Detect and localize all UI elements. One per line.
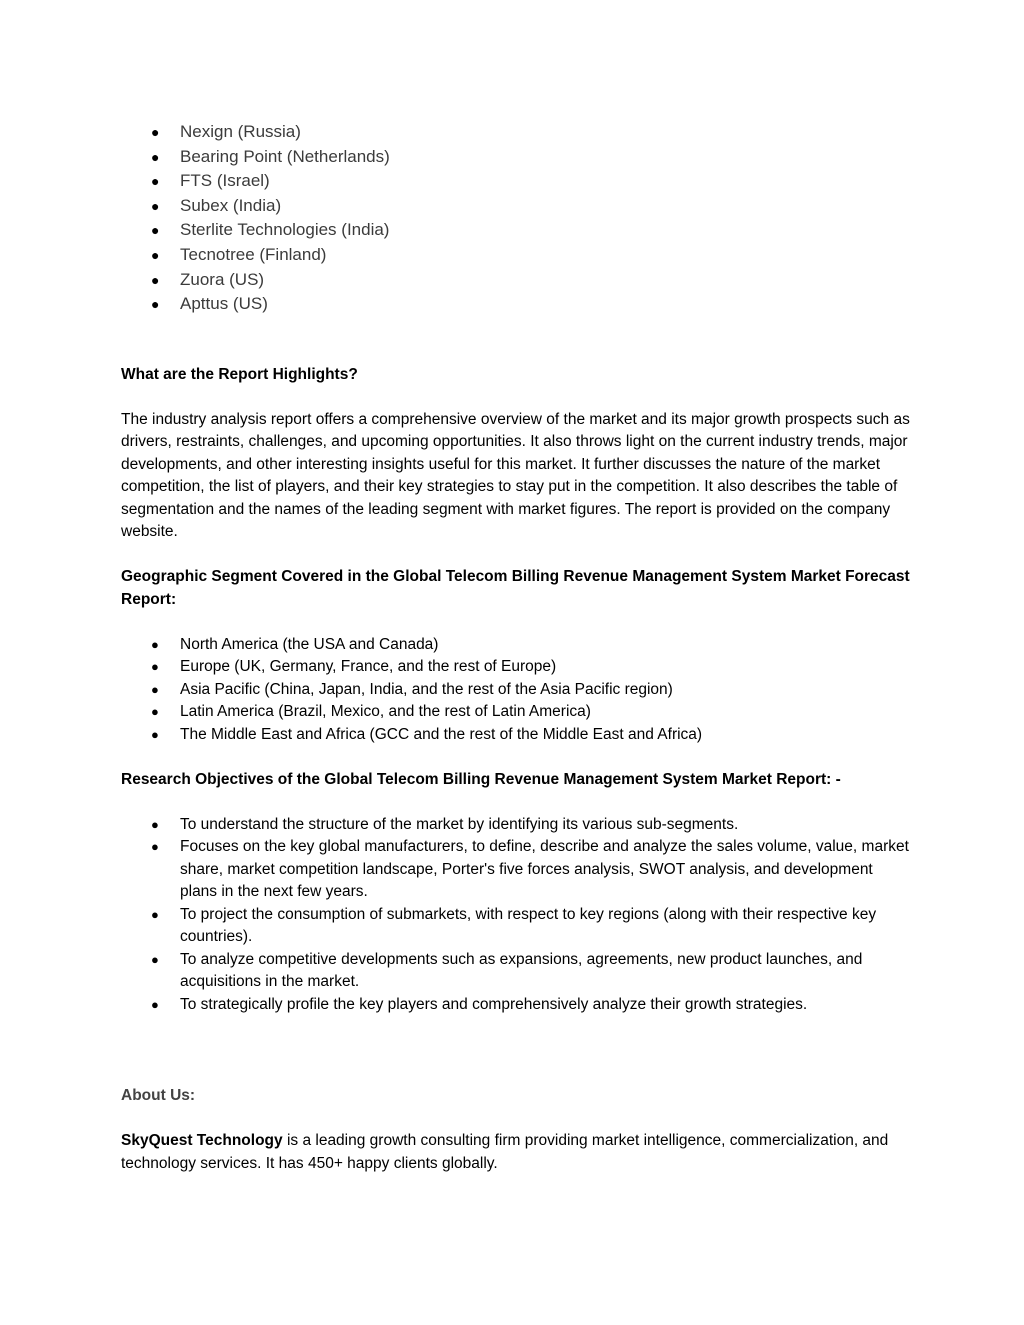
bullet-icon: ● — [151, 996, 159, 1012]
geographic-list — [121, 634, 911, 747]
objective-text: To strategically profile the key players and comprehensively analyze their growth strategies. — [180, 995, 808, 1013]
objectives-heading: Research Objectives of the Global Telecom Billing Revenue Management System Market Report: - — [121, 770, 841, 788]
region-text: Europe (UK, Germany, France, and the rest of Europe) — [180, 658, 557, 676]
about-text: is a leading growth consulting firm providing market intelligence, commercialization, and technology services. It has 450+ happy clients globally. — [121, 1132, 889, 1172]
company-name: FTS (Israel) — [180, 171, 270, 191]
company-name: Bearing Point (Netherlands) — [180, 146, 390, 166]
region-text: Asia Pacific (China, Japan, India, and the rest of the Asia Pacific region) — [180, 680, 673, 698]
list-item — [121, 656, 911, 679]
region-text: Latin America (Brazil, Mexico, and the rest of Latin America) — [180, 703, 591, 721]
company-list — [121, 120, 911, 317]
objective-text: To analyze competitive developments such as expansions, agreements, new product launches, and acquisitions in the market. — [180, 950, 863, 991]
bullet-icon: ● — [151, 816, 159, 832]
company-name: Zuora (US) — [180, 269, 265, 289]
region-text: North America (the USA and Canada) — [180, 635, 439, 653]
company-name: Subex (India) — [180, 195, 282, 215]
highlights-paragraph: The industry analysis report offers a comprehensive overview of the market and its major growth prospects such as drivers, restraints, challenges, and upcoming opportunities. It also throws light on the current industry trends, major developments, and other interesting insights useful for this market. It further discusses the nature of the market competition, the list of players, and their key strategies to stay put in the competition. It also describes the table of segmentation and the names of the leading segment with market figures. The report is provided on the company website. — [121, 410, 910, 541]
bullet-icon: ● — [151, 906, 159, 922]
list-item — [121, 724, 911, 747]
list-item — [121, 836, 911, 904]
bullet-icon: ● — [151, 124, 160, 140]
list-item — [121, 169, 911, 194]
list-item — [121, 814, 911, 837]
list-item — [121, 701, 911, 724]
list-item — [121, 679, 911, 702]
bullet-icon: ● — [151, 659, 159, 675]
list-item — [121, 145, 911, 170]
objective-text: To understand the structure of the market by identifying its various sub-segments. — [180, 815, 739, 833]
bullet-icon: ● — [151, 839, 159, 855]
list-item — [121, 120, 911, 145]
bullet-icon: ● — [151, 148, 160, 165]
company-name: Nexign (Russia) — [180, 122, 301, 141]
bullet-icon: ● — [151, 197, 160, 214]
list-item — [121, 994, 911, 1017]
bullet-icon: ● — [151, 246, 160, 263]
bullet-icon: ● — [151, 271, 160, 288]
objective-text: Focuses on the key global manufacturers, to define, describe and analyze the sales volume, value, market share, market competition landscape, Porter's five forces analysis, SWOT analysis, and development plans in the next few years. — [180, 838, 909, 901]
bullet-icon: ● — [151, 951, 159, 967]
bullet-icon: ● — [151, 296, 160, 313]
list-item — [121, 904, 911, 949]
company-name: Apttus (US) — [180, 294, 268, 314]
bullet-icon: ● — [151, 222, 160, 239]
geographic-heading: Geographic Segment Covered in the Global Telecom Billing Revenue Management System Market Forecast Report: — [121, 568, 910, 608]
list-item — [121, 634, 911, 657]
about-heading: About Us: — [121, 1087, 196, 1105]
bullet-icon: ● — [151, 173, 160, 190]
bullet-icon: ● — [151, 704, 159, 720]
list-item — [121, 218, 911, 243]
about-paragraph — [121, 1130, 911, 1175]
brand-name: SkyQuest Technology — [121, 1132, 283, 1150]
company-name: Sterlite Technologies (India) — [180, 220, 390, 240]
bullet-icon: ● — [151, 681, 159, 697]
page-content — [121, 120, 911, 1175]
list-item — [121, 268, 911, 293]
bullet-icon: ● — [151, 636, 159, 652]
company-name: Tecnotree (Finland) — [180, 244, 327, 264]
list-item — [121, 243, 911, 268]
bullet-icon: ● — [151, 726, 159, 742]
list-item — [121, 949, 911, 994]
list-item — [121, 194, 911, 219]
objective-text: To project the consumption of submarkets, with respect to key regions (along with their respective key countries). — [180, 905, 877, 946]
highlights-heading: What are the Report Highlights? — [121, 365, 358, 383]
list-item — [121, 292, 911, 317]
region-text: The Middle East and Africa (GCC and the rest of the Middle East and Africa) — [180, 725, 703, 743]
objectives-list — [121, 814, 911, 1017]
